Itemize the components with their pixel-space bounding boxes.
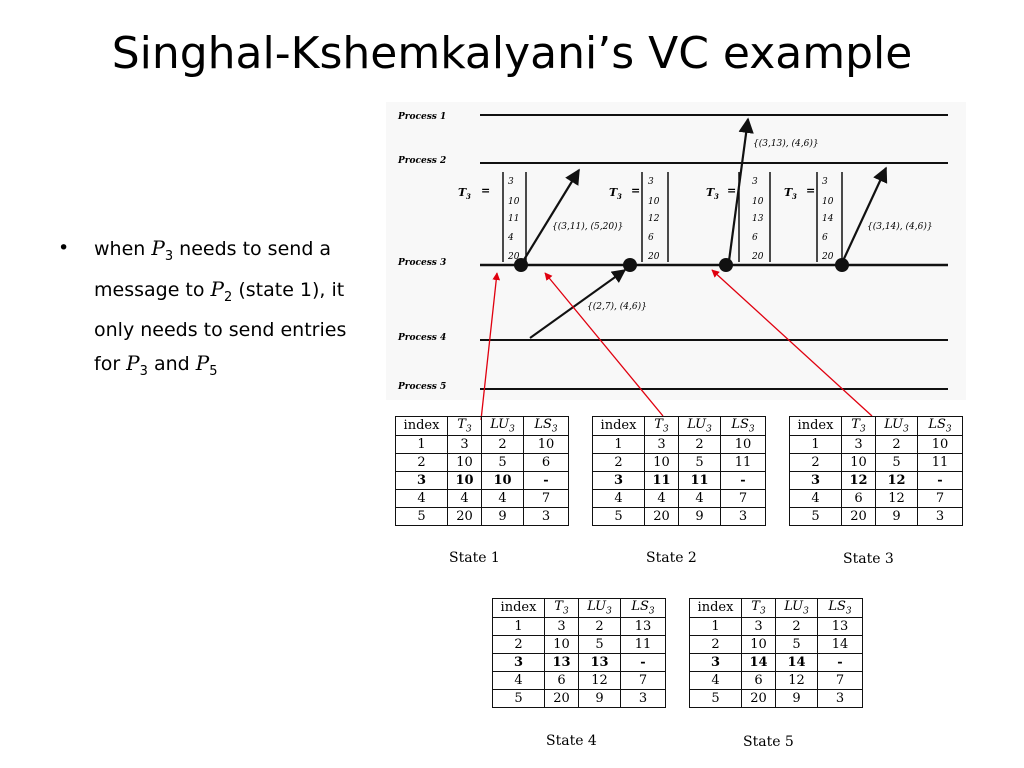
table-cell: 9: [579, 689, 621, 707]
svg-text:13: 13: [752, 214, 764, 224]
table-row: [593, 507, 766, 525]
svg-text:T: T: [706, 186, 715, 199]
table-cell: 2: [593, 453, 645, 471]
table-cell: 11: [721, 453, 766, 471]
table-row: [493, 653, 666, 671]
table-cell: 9: [876, 507, 918, 525]
table-cell: -: [721, 471, 766, 489]
table-cell: 12: [876, 471, 918, 489]
table-cell: 4: [679, 489, 721, 507]
table-row: [593, 489, 766, 507]
table-header: $LU_3$: [579, 599, 621, 618]
table-cell: 5: [790, 507, 842, 525]
process-3-label: Process 3: [398, 258, 447, 268]
table-row: [790, 507, 963, 525]
table-row: [396, 453, 569, 471]
table-cell: 10: [524, 435, 569, 453]
table-header: $LU_3$: [482, 417, 524, 436]
table-cell: 4: [482, 489, 524, 507]
process-5-label: Process 5: [398, 382, 447, 392]
table-cell: 3: [545, 617, 579, 635]
table-cell: 2: [876, 435, 918, 453]
table-header: index: [790, 417, 842, 436]
table-cell: 11: [621, 635, 666, 653]
table-row: [690, 635, 863, 653]
message-label: {(2,7), (4,6)}: [587, 302, 647, 312]
table-header: $LS_3$: [918, 417, 963, 436]
table-cell: 5: [482, 453, 524, 471]
table-cell: 5: [876, 453, 918, 471]
table-cell: 14: [818, 635, 863, 653]
table-cell: 6: [742, 671, 776, 689]
table-cell: 11: [679, 471, 721, 489]
state-caption: State 3: [843, 551, 894, 567]
table-cell: 2: [482, 435, 524, 453]
table-row: [593, 471, 766, 489]
table-cell: 7: [918, 489, 963, 507]
table-header: $LU_3$: [679, 417, 721, 436]
table-cell: 7: [818, 671, 863, 689]
table-row: [493, 671, 666, 689]
table-row: [690, 671, 863, 689]
table-cell: 6: [842, 489, 876, 507]
table-header: $LS_3$: [818, 599, 863, 618]
table-cell: 2: [690, 635, 742, 653]
table-row: [396, 489, 569, 507]
state-table-3: [789, 416, 963, 526]
table-cell: 6: [524, 453, 569, 471]
state-caption: State 5: [743, 734, 794, 750]
table-row: [396, 507, 569, 525]
svg-text:3: 3: [714, 192, 719, 201]
table-cell: -: [818, 653, 863, 671]
svg-text:12: 12: [648, 214, 660, 224]
table-header: $LU_3$: [876, 417, 918, 436]
table-row: [690, 617, 863, 635]
state-table-5: [689, 598, 863, 708]
table-cell: 2: [790, 453, 842, 471]
state-table-4: [492, 598, 666, 708]
table-header: $T_3$: [742, 599, 776, 618]
table-cell: 3: [593, 471, 645, 489]
table-row: [790, 435, 963, 453]
table-cell: 3: [645, 435, 679, 453]
table-row: [593, 453, 766, 471]
table-cell: 20: [645, 507, 679, 525]
table-cell: 4: [690, 671, 742, 689]
table-cell: 9: [482, 507, 524, 525]
process-4-label: Process 4: [398, 333, 447, 343]
table-cell: 4: [448, 489, 482, 507]
table-row: [593, 435, 766, 453]
table-row: [493, 617, 666, 635]
table-header: $T_3$: [545, 599, 579, 618]
table-header: $LU_3$: [776, 599, 818, 618]
svg-text:6: 6: [752, 233, 758, 243]
table-header: $LS_3$: [721, 417, 766, 436]
svg-text:3: 3: [617, 192, 622, 201]
table-cell: 6: [545, 671, 579, 689]
table-cell: 1: [396, 435, 448, 453]
bullet-text: when $P_3$ needs to send a message to $P_2$ (state 1), it only needs to send entries for $P_3$ and $P_5$: [94, 236, 347, 379]
table-cell: 10: [918, 435, 963, 453]
svg-text:6: 6: [822, 233, 828, 243]
svg-text:=: =: [727, 184, 737, 197]
svg-text:=: =: [806, 184, 816, 197]
table-header: $T_3$: [448, 417, 482, 436]
table-header: index: [690, 599, 742, 618]
table-cell: 9: [776, 689, 818, 707]
table-cell: 3: [790, 471, 842, 489]
svg-text:20: 20: [752, 252, 764, 262]
event-dot: [623, 258, 637, 272]
table-cell: 13: [818, 617, 863, 635]
table-cell: 4: [396, 489, 448, 507]
table-header: index: [493, 599, 545, 618]
table-cell: 3: [721, 507, 766, 525]
message-label: {(3,11), (5,20)}: [552, 222, 624, 232]
table-cell: 3: [621, 689, 666, 707]
svg-text:11: 11: [508, 214, 520, 224]
svg-text:T: T: [609, 186, 618, 199]
table-cell: 13: [579, 653, 621, 671]
process-2-label: Process 2: [398, 156, 447, 166]
state-caption: State 2: [646, 550, 697, 566]
svg-text:=: =: [631, 184, 641, 197]
message-label: {(3,14), (4,6)}: [867, 222, 933, 232]
table-cell: 12: [842, 471, 876, 489]
table-cell: 10: [448, 471, 482, 489]
table-header: $LS_3$: [621, 599, 666, 618]
table-header: $LS_3$: [524, 417, 569, 436]
table-cell: -: [918, 471, 963, 489]
table-cell: 5: [579, 635, 621, 653]
table-cell: 2: [579, 617, 621, 635]
table-cell: 11: [645, 471, 679, 489]
state-caption: State 4: [546, 733, 597, 749]
table-header: $T_3$: [645, 417, 679, 436]
table-cell: 4: [493, 671, 545, 689]
svg-text:14: 14: [822, 214, 834, 224]
table-header: $T_3$: [842, 417, 876, 436]
table-row: [790, 453, 963, 471]
event-dot: [719, 258, 733, 272]
state-table-1: [395, 416, 569, 526]
svg-text:20: 20: [648, 252, 660, 262]
table-cell: 2: [776, 617, 818, 635]
table-cell: 5: [493, 689, 545, 707]
svg-text:3: 3: [508, 177, 514, 187]
table-row: [396, 471, 569, 489]
diagram-background: [386, 102, 966, 400]
table-cell: 5: [679, 453, 721, 471]
table-cell: 10: [482, 471, 524, 489]
table-cell: 3: [842, 435, 876, 453]
table-row: [790, 471, 963, 489]
table-cell: 3: [918, 507, 963, 525]
table-cell: 5: [690, 689, 742, 707]
table-cell: 10: [721, 435, 766, 453]
slide-title: Singhal-Kshemkalyani’s VC example: [111, 28, 913, 79]
table-cell: 1: [493, 617, 545, 635]
table-row: [690, 653, 863, 671]
table-cell: 4: [593, 489, 645, 507]
svg-text:3: 3: [822, 177, 828, 187]
svg-text:20: 20: [822, 252, 834, 262]
state-caption: State 1: [449, 550, 500, 566]
message-label: {(3,13), (4,6)}: [753, 139, 819, 149]
svg-text:10: 10: [822, 197, 834, 207]
svg-text:4: 4: [508, 233, 514, 243]
table-cell: 5: [593, 507, 645, 525]
table-cell: 7: [524, 489, 569, 507]
table-cell: 4: [645, 489, 679, 507]
svg-text:3: 3: [648, 177, 654, 187]
table-cell: 13: [621, 617, 666, 635]
table-header: index: [396, 417, 448, 436]
table-cell: 3: [448, 435, 482, 453]
table-cell: 2: [493, 635, 545, 653]
table-cell: 1: [593, 435, 645, 453]
table-cell: 3: [742, 617, 776, 635]
table-row: [493, 635, 666, 653]
table-cell: 5: [776, 635, 818, 653]
table-row: [493, 689, 666, 707]
table-cell: -: [621, 653, 666, 671]
table-cell: 10: [448, 453, 482, 471]
table-cell: 20: [448, 507, 482, 525]
svg-text:T: T: [784, 186, 793, 199]
table-cell: 20: [742, 689, 776, 707]
table-cell: 3: [396, 471, 448, 489]
table-cell: 1: [790, 435, 842, 453]
table-cell: 12: [876, 489, 918, 507]
table-cell: -: [524, 471, 569, 489]
svg-text:=: =: [481, 184, 491, 197]
svg-text:20: 20: [508, 252, 520, 262]
table-cell: 12: [579, 671, 621, 689]
svg-text:3: 3: [792, 192, 797, 201]
table-cell: 5: [396, 507, 448, 525]
table-row: [790, 489, 963, 507]
svg-text:6: 6: [648, 233, 654, 243]
table-cell: 11: [918, 453, 963, 471]
svg-text:3: 3: [466, 192, 471, 201]
svg-text:10: 10: [508, 197, 520, 207]
table-cell: 20: [545, 689, 579, 707]
table-cell: 3: [818, 689, 863, 707]
table-row: [690, 689, 863, 707]
table-cell: 12: [776, 671, 818, 689]
table-cell: 1: [690, 617, 742, 635]
table-header: index: [593, 417, 645, 436]
table-cell: 7: [721, 489, 766, 507]
table-row: [396, 435, 569, 453]
svg-text:10: 10: [648, 197, 660, 207]
table-cell: 14: [742, 653, 776, 671]
table-cell: 3: [690, 653, 742, 671]
table-cell: 20: [842, 507, 876, 525]
svg-text:10: 10: [752, 197, 764, 207]
bullet-symbol: •: [58, 237, 70, 259]
process-1-label: Process 1: [398, 112, 447, 122]
table-cell: 7: [621, 671, 666, 689]
table-cell: 2: [396, 453, 448, 471]
table-cell: 10: [742, 635, 776, 653]
state-table-2: [592, 416, 766, 526]
table-cell: 3: [493, 653, 545, 671]
table-cell: 14: [776, 653, 818, 671]
table-cell: 4: [790, 489, 842, 507]
table-cell: 13: [545, 653, 579, 671]
table-cell: 2: [679, 435, 721, 453]
table-cell: 9: [679, 507, 721, 525]
table-cell: 10: [842, 453, 876, 471]
table-cell: 10: [545, 635, 579, 653]
table-cell: 10: [645, 453, 679, 471]
svg-text:T: T: [458, 186, 467, 199]
svg-text:3: 3: [752, 177, 758, 187]
table-cell: 3: [524, 507, 569, 525]
